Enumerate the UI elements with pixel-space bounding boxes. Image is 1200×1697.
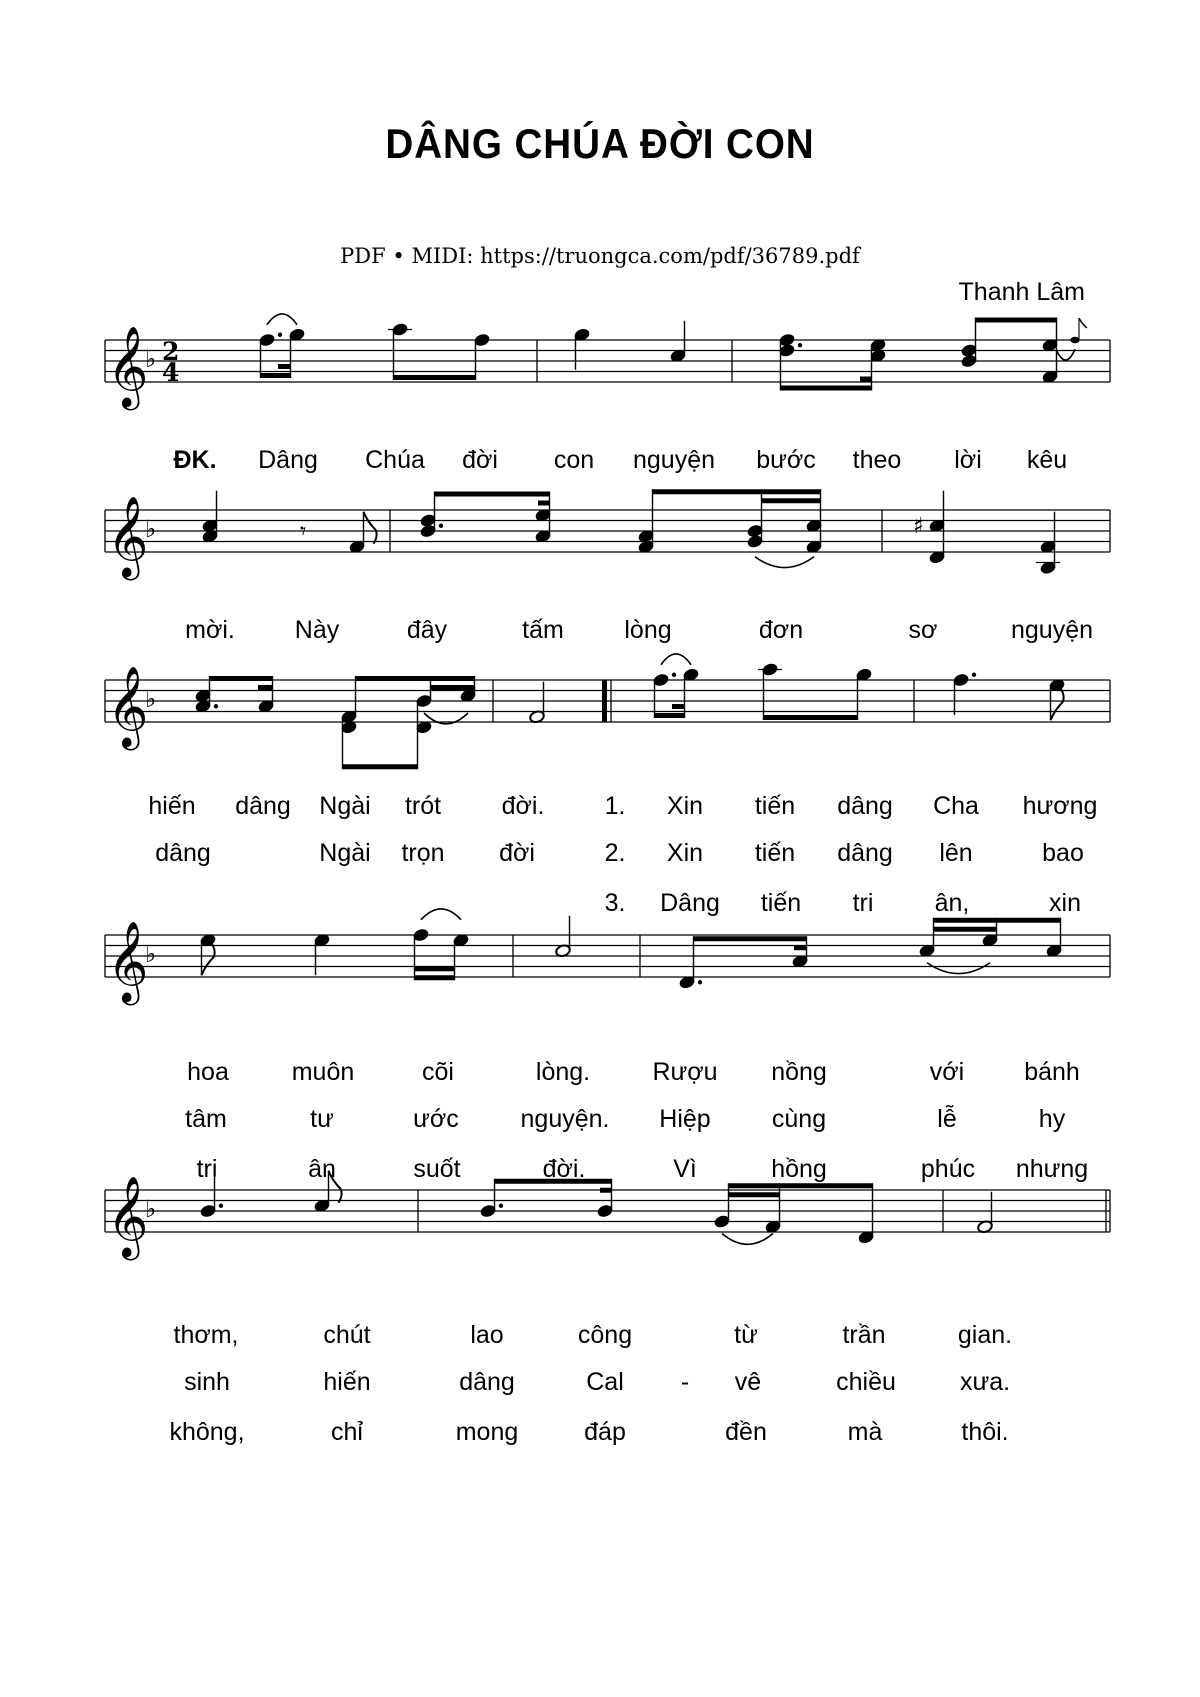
lyric-syllable: Dâng <box>258 446 318 474</box>
lyric-syllable: theo <box>852 446 902 474</box>
lyric-syllable: trọn <box>401 839 445 867</box>
slur <box>661 654 691 665</box>
lyric-syllable: tâm <box>185 1105 227 1133</box>
lyric-syllable: Ngài <box>319 839 371 867</box>
time-signature-top: 2 <box>162 337 180 366</box>
lyric-syllable: nguyện. <box>520 1105 610 1133</box>
lyric-syllable: Hiệp <box>659 1105 711 1133</box>
lyric-syllable: đáp <box>584 1418 626 1446</box>
lyric-syllable: nguyện <box>632 446 716 474</box>
lyric-syllable: hồng <box>771 1155 827 1183</box>
composer: Thanh Lâm <box>958 278 1085 306</box>
lyric-syllable: phúc <box>920 1155 976 1183</box>
lyric-syllable: 2. <box>604 839 626 867</box>
beam <box>356 676 475 681</box>
beam <box>415 975 455 980</box>
beam <box>210 676 273 681</box>
slur <box>267 314 297 325</box>
lyric-syllable: tiến <box>754 839 796 867</box>
flat-icon: ♭ <box>145 345 157 373</box>
beam-secondary <box>258 685 273 690</box>
lyric-syllable: - <box>680 1368 690 1396</box>
lyric-syllable: nguyện <box>1010 616 1094 644</box>
grace-note-flag <box>1079 318 1087 328</box>
lyric-syllable: sơ <box>908 616 938 644</box>
lyric-syllable: 3. <box>604 889 626 917</box>
lyric-syllable: sinh <box>184 1368 230 1396</box>
lyric-syllable: Xin <box>666 839 704 867</box>
beam <box>655 713 685 718</box>
lyric-syllable: Cal <box>586 1368 624 1396</box>
beam-secondary <box>762 498 821 503</box>
lyric-syllable: đời <box>499 839 535 867</box>
slur <box>927 963 990 974</box>
beam-secondary <box>415 966 455 971</box>
beam-secondary <box>860 377 872 382</box>
lyrics-system-4-verse-1 <box>0 1058 1200 1092</box>
lyric-syllable: muôn <box>291 1058 355 1086</box>
lyric-syllable: Dâng <box>660 889 720 917</box>
lyric-syllable: chỉ <box>331 1418 363 1446</box>
beam-secondary <box>729 1192 780 1197</box>
lyric-syllable: Chúa <box>365 446 425 474</box>
lyrics-system-4-verse-3 <box>0 1155 1200 1189</box>
lyric-syllable: xưa. <box>959 1368 1011 1396</box>
lyric-syllable: dâng <box>837 839 893 867</box>
beam-secondary <box>672 704 685 709</box>
lyric-syllable: gian. <box>957 1321 1013 1349</box>
lyric-syllable: lên <box>939 839 973 867</box>
lyric-syllable: lòng <box>624 616 672 644</box>
flat-icon: ♭ <box>145 1195 157 1223</box>
note-dot <box>672 673 676 677</box>
lyric-syllable: lao <box>470 1321 504 1349</box>
lyric-syllable: với <box>929 1058 965 1086</box>
beam <box>435 492 550 497</box>
beam-secondary <box>794 945 807 950</box>
lyric-syllable: hiến <box>148 792 196 820</box>
beam-secondary <box>431 685 475 690</box>
lyric-syllable: Xin <box>666 792 704 820</box>
lyric-syllable: ĐK. <box>173 446 217 474</box>
lyric-syllable: dâng <box>837 792 893 820</box>
lyric-syllable: nhưng <box>1015 1155 1089 1183</box>
lyric-syllable: dâng <box>155 839 211 867</box>
lyric-syllable: ân, <box>934 889 970 917</box>
lyric-syllable: tư <box>310 1105 334 1133</box>
grace-note-head <box>1071 337 1080 344</box>
time-signature-bottom: 4 <box>162 358 180 387</box>
beam <box>781 386 872 391</box>
lyric-syllable: hương <box>1022 792 1098 820</box>
lyric-syllable: con <box>553 446 595 474</box>
lyric-syllable: trót <box>404 792 442 820</box>
lyrics-system-3-verse-2 <box>0 839 1200 873</box>
treble-clef-icon: 𝄞 <box>107 325 149 407</box>
lyrics-system-5-verse-2 <box>0 1368 1200 1402</box>
treble-clef-icon: 𝄞 <box>107 495 149 577</box>
note-flag <box>1051 688 1064 720</box>
sharp-icon: ♯ <box>913 513 924 539</box>
lyrics-system-3-verse-3 <box>0 889 1200 923</box>
lyric-syllable: từ <box>734 1321 758 1349</box>
note-flag <box>364 512 377 544</box>
slur <box>722 1234 773 1245</box>
lyric-syllable: Ngài <box>319 792 371 820</box>
lyric-syllable: thôi. <box>961 1418 1009 1446</box>
lyrics-system-1 <box>0 446 1200 480</box>
note-dot <box>698 980 702 984</box>
lyric-syllable: hy <box>1038 1105 1066 1133</box>
beam <box>261 373 291 378</box>
lyric-syllable: công <box>577 1321 633 1349</box>
beam-secondary <box>934 927 997 932</box>
beam <box>764 715 858 720</box>
beam <box>694 936 807 941</box>
note-dot <box>972 673 976 677</box>
note-dot <box>439 524 443 528</box>
lyric-syllable: Cha <box>933 792 979 820</box>
source-link[interactable]: PDF • MIDI: https://truongca.com/pdf/36789.pdf <box>340 244 860 268</box>
lyrics-system-3-verse-1 <box>0 792 1200 826</box>
lyric-syllable: bánh <box>1024 1058 1080 1086</box>
lyric-syllable: đền <box>725 1418 767 1446</box>
lyric-syllable: không, <box>169 1418 245 1446</box>
lyric-syllable: tri <box>196 1155 218 1183</box>
staff-system-1 <box>0 300 1200 440</box>
lyric-syllable: tiến <box>760 889 802 917</box>
lyric-syllable: dâng <box>235 792 291 820</box>
lyric-syllable: bước <box>756 446 816 474</box>
beam <box>976 318 1057 323</box>
flat-icon: ♭ <box>145 940 157 968</box>
lyric-syllable: mà <box>847 1418 883 1446</box>
song-title: DÂNG CHÚA ĐỜI CON <box>385 120 815 167</box>
eighth-rest-icon: 𝄾 <box>300 517 307 545</box>
slur <box>755 557 814 568</box>
lyric-syllable: lời <box>954 446 982 474</box>
lyric-syllable: vê <box>734 1368 762 1396</box>
lyric-syllable: thơm, <box>173 1321 239 1349</box>
treble-clef-icon: 𝄞 <box>107 920 149 1002</box>
treble-clef-icon: 𝄞 <box>107 1175 149 1257</box>
beam <box>653 489 821 494</box>
lyrics-system-5-verse-3 <box>0 1418 1200 1452</box>
note-flag <box>202 943 215 975</box>
note-dot <box>278 333 282 337</box>
lyric-syllable: tấm <box>522 616 564 644</box>
lyric-syllable: lòng. <box>535 1058 591 1086</box>
beam <box>343 764 418 769</box>
lyric-syllable: Rượu <box>652 1058 718 1086</box>
lyric-syllable: cùng <box>771 1105 827 1133</box>
lyric-syllable: chút <box>323 1321 371 1349</box>
lyric-syllable: ước <box>413 1105 459 1133</box>
lyric-syllable: 1. <box>604 792 626 820</box>
lyric-syllable: trần <box>842 1321 886 1349</box>
lyric-syllable: tiến <box>754 792 796 820</box>
lyric-syllable: đời. <box>542 1155 586 1183</box>
flat-icon: ♭ <box>145 685 157 713</box>
lyric-syllable: suốt <box>413 1155 461 1183</box>
lyrics-system-4-verse-2 <box>0 1105 1200 1139</box>
staff-system-3 <box>0 640 1200 780</box>
lyrics-system-2 <box>0 616 1200 650</box>
lyric-syllable: tri <box>852 889 874 917</box>
lyric-syllable: cõi <box>422 1058 454 1086</box>
beam-secondary <box>538 501 550 506</box>
lyric-syllable: lễ <box>937 1105 957 1133</box>
note-dot <box>214 704 218 708</box>
lyric-syllable: kêu <box>1026 446 1068 474</box>
treble-clef-icon: 𝄞 <box>107 665 149 747</box>
lyric-syllable: nồng <box>771 1058 827 1086</box>
lyric-syllable: chiều <box>836 1368 896 1396</box>
lyric-syllable: đời <box>462 446 498 474</box>
lyric-syllable: Này <box>294 616 340 644</box>
note-dot <box>499 1204 503 1208</box>
lyric-syllable: hoa <box>187 1058 229 1086</box>
staff-system-2 <box>0 470 1200 610</box>
lyric-syllable: hiến <box>323 1368 371 1396</box>
beam-secondary <box>278 364 291 369</box>
flat-icon: ♭ <box>145 515 157 543</box>
lyric-syllable: mời. <box>185 616 235 644</box>
lyrics-system-5-verse-1 <box>0 1321 1200 1355</box>
lyric-syllable: đây <box>406 616 448 644</box>
lyric-syllable: đời. <box>501 792 545 820</box>
lyric-syllable: dâng <box>459 1368 515 1396</box>
lyric-syllable: đơn <box>758 616 804 644</box>
beam <box>394 375 476 380</box>
barline-thick <box>602 680 607 722</box>
lyric-syllable: bao <box>1042 839 1084 867</box>
lyric-syllable: xin <box>1049 889 1081 917</box>
note-dot <box>219 1204 223 1208</box>
lyric-syllable: ân <box>308 1155 336 1183</box>
note-dot <box>798 343 802 347</box>
lyric-syllable: mong <box>455 1418 519 1446</box>
lyric-syllable: Vì <box>673 1155 697 1183</box>
